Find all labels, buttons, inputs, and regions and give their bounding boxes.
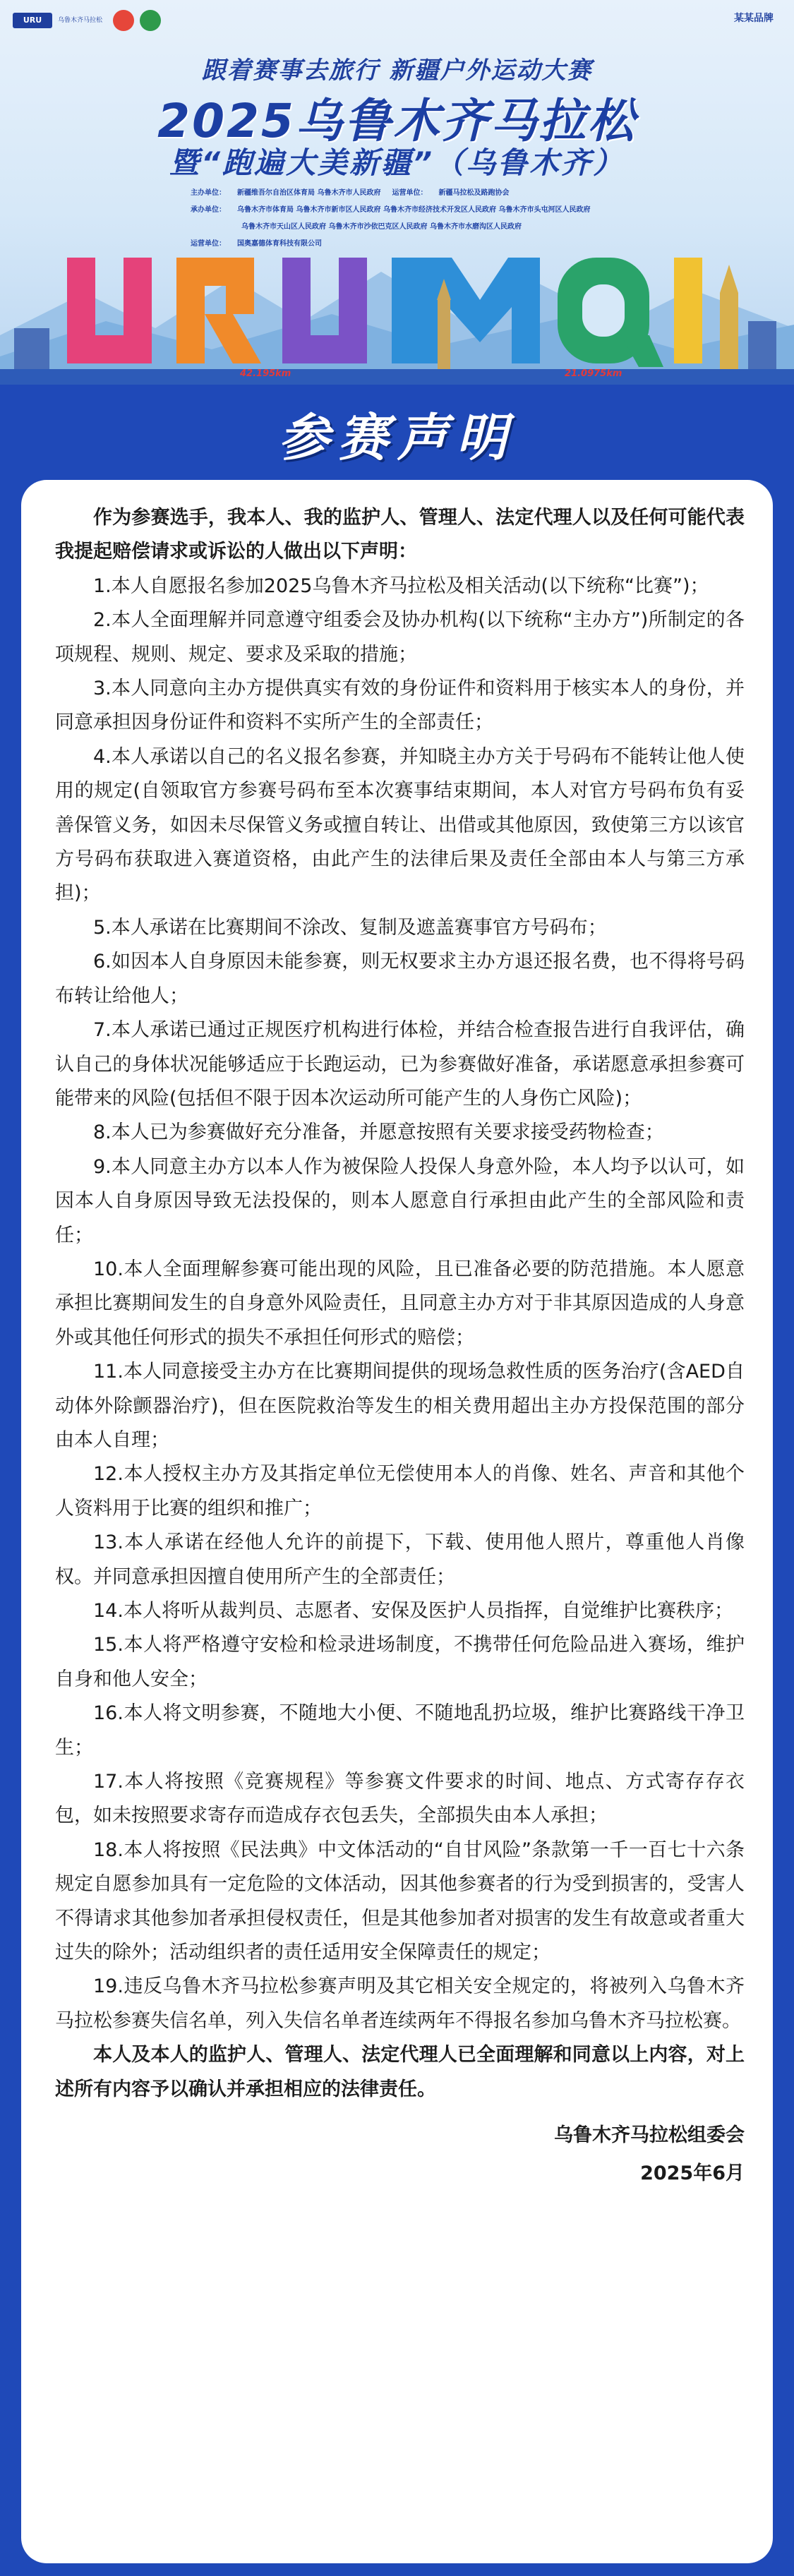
declaration-item: 14.本人将听从裁判员、志愿者、安保及医护人员指挥，自觉维护比赛秩序； — [93, 1600, 733, 1622]
sponsor-logo: 某某品牌 — [734, 13, 774, 24]
declaration-item: 2.本人全面理解并同意遵守组委会及协办机构(以下统称“主办方”)所制定的各项规程、规则、规定、要求及采取的措施； — [55, 609, 745, 666]
logo-text: 乌鲁木齐马拉松 — [58, 17, 103, 24]
declaration-item: 3.本人同意向主办方提供真实有效的身份证件和资料用于核实本人的身份，并同意承担因身份证件和资料不实所产生的全部责任； — [55, 678, 745, 734]
closing-paragraph: 本人及本人的监护人、管理人、法定代理人已全面理解和同意以上内容，对上述所有内容予以确认并承担相应的法律责任。 — [55, 2044, 745, 2100]
organizer-row — [191, 186, 628, 197]
declaration-item: 10.本人全面理解参赛可能出现的风险，且已准备必要的防范措施。本人愿意承担比赛期间发生的自身意外风险责任，且同意主办方对于非其原因造成的人身意外或其他任何形式的损失不承担任何形式的赔偿； — [55, 1258, 745, 1349]
organizer-label: 运营单位： — [392, 189, 428, 197]
organizer-label: 主办单位： — [191, 189, 226, 197]
declaration-item: 19.违反乌鲁木齐马拉松参赛声明及其它相关安全规定的，将被列入乌鲁木齐马拉松参赛失信名单，列入失信名单者连续两年不得报名参加乌鲁木齐马拉松赛。 — [55, 1975, 745, 2032]
declaration-item: 9.本人同意主办方以本人作为被保险人投保人身意外险，本人均予以认可，如因本人自身原因导致无法投保的，则本人愿意自行承担由此产生的全部风险和责任； — [55, 1155, 745, 1246]
declaration-item: 15.本人将严格遵守安检和检录进场制度，不携带任何危险品进入赛场，维护自身和他人安全； — [55, 1634, 745, 1690]
declaration-item: 13.本人承诺在经他人允许的前提下，下载、使用他人照片，尊重他人肖像权。并同意承担因擅自使用所产生的全部责任； — [55, 1531, 745, 1588]
skyline-icon — [0, 251, 794, 385]
signature-date: 2025年6月 — [640, 2162, 745, 2185]
logo-group — [13, 10, 161, 31]
organizer-value: 新疆马拉松及路跑协会 — [438, 189, 510, 197]
marathon-logo-icon: URU — [13, 13, 52, 28]
organizer-row — [191, 220, 628, 231]
declaration-item: 7.本人承诺已通过正规医疗机构进行体检，并结合检查报告进行自我评估，确认自己的身体状况能够适应于长跑运动，已为参赛做好准备，承诺愿意承担参赛可能带来的风险(包括但不限于因本次运动所可能产生的人身伤亡风险)； — [55, 1019, 745, 1109]
signature-org: 乌鲁木齐马拉松组委会 — [554, 2124, 745, 2147]
urumqi-skyline-illustration — [0, 251, 794, 385]
header-banner — [0, 0, 794, 385]
declaration-title: 参赛声明 — [278, 408, 516, 467]
declaration-item: 18.本人将按照《民法典》中文体活动的“自甘风险”条款第一千一百七十六条规定自愿参加具有一定危险的文体活动，因其他参赛者的行为受到损害的，受害人不得请求其他参加者承担侵权责任，但是其他参加者对损害的发生有故意或者重大过失的除外；活动组织者的责任适用安全保障责任的规定； — [55, 1838, 745, 1964]
distance-half-label: 21.0975km — [565, 368, 622, 379]
declaration-item: 16.本人将文明参赛，不随地大小便、不随地乱扔垃圾，维护比赛路线干净卫生； — [55, 1702, 745, 1759]
declaration-item: 6.如因本人自身原因未能参赛，则无权要求主办方退还报名费，也不得将号码布转让给他人； — [55, 951, 745, 1007]
declaration-item: 4.本人承诺以自己的名义报名参赛，并知晓主办方关于号码布不能转让他人使用的规定(自领取官方参赛号码布至本次赛事结束期间，本人对官方号码布负有妥善保管义务，如因未尽保管义务或擅自转让、出借或其他原因，致使第三方以该官方号码布获取进入赛道资格，由此产生的法律后果及责任全部由本人与第三方承担)； — [55, 745, 745, 905]
declaration-item: 5.本人承诺在比赛期间不涂改、复制及遮盖赛事官方号码布； — [93, 916, 607, 939]
organizer-value: 国奥嘉德体育科技有限公司 — [237, 240, 322, 248]
organizer-row — [191, 237, 628, 248]
main-title: 2025乌鲁木齐马拉松 — [157, 94, 637, 148]
signature-block — [55, 2117, 745, 2193]
declaration-item: 17.本人将按照《竞赛规程》等参赛文件要求的时间、地点、方式寄存存衣包，如未按照要求寄存而造成存衣包丢失，全部损失由本人承担； — [55, 1771, 745, 1827]
distance-full-label: 42.195km — [240, 368, 291, 379]
declaration-item: 12.本人授权主办方及其指定单位无偿使用本人的肖像、姓名、声音和其他个人资料用于比赛的组织和推广； — [55, 1463, 745, 1519]
slogan: 跟着赛事去旅行 新疆户外运动大赛 — [201, 56, 593, 85]
organizer-value: 新疆维吾尔自治区体育局 乌鲁木齐市人民政府 — [237, 189, 381, 197]
organizer-value: 乌鲁木齐市体育局 乌鲁木齐市新市区人民政府 乌鲁木齐市经济技术开发区人民政府 乌鲁木齐市头屯河区人民政府 — [237, 206, 591, 214]
partner-badge-icon — [113, 10, 134, 31]
mascot-badge-icon — [140, 10, 161, 31]
declaration-item: 1.本人自愿报名参加2025乌鲁木齐马拉松及相关活动(以下统称“比赛”)； — [93, 574, 709, 597]
declaration-card — [21, 480, 773, 2563]
declaration-item: 8.本人已为参赛做好充分准备，并愿意按照有关要求接受药物检查； — [93, 1121, 664, 1144]
organizer-value: 乌鲁木齐市天山区人民政府 乌鲁木齐市沙依巴克区人民政府 乌鲁木齐市水磨沟区人民政府 — [241, 223, 522, 231]
organizer-label: 运营单位： — [191, 240, 226, 248]
sub-title: 暨“跑遍大美新疆”（乌鲁木齐） — [169, 145, 625, 180]
intro-paragraph: 作为参赛选手，我本人、我的监护人、管理人、法定代理人以及任何可能代表我提起赔偿请求或诉讼的人做出以下声明： — [55, 507, 745, 563]
declaration-item: 11.本人同意接受主办方在比赛期间提供的现场急救性质的医务治疗(含AED自动体外除颤器治疗)，但在医院救治等发生的相关费用超出主办方投保范围的部分由本人自理； — [55, 1361, 745, 1451]
organizer-label: 承办单位： — [191, 206, 226, 214]
organizer-row — [191, 203, 628, 214]
organizers-list — [191, 186, 628, 254]
